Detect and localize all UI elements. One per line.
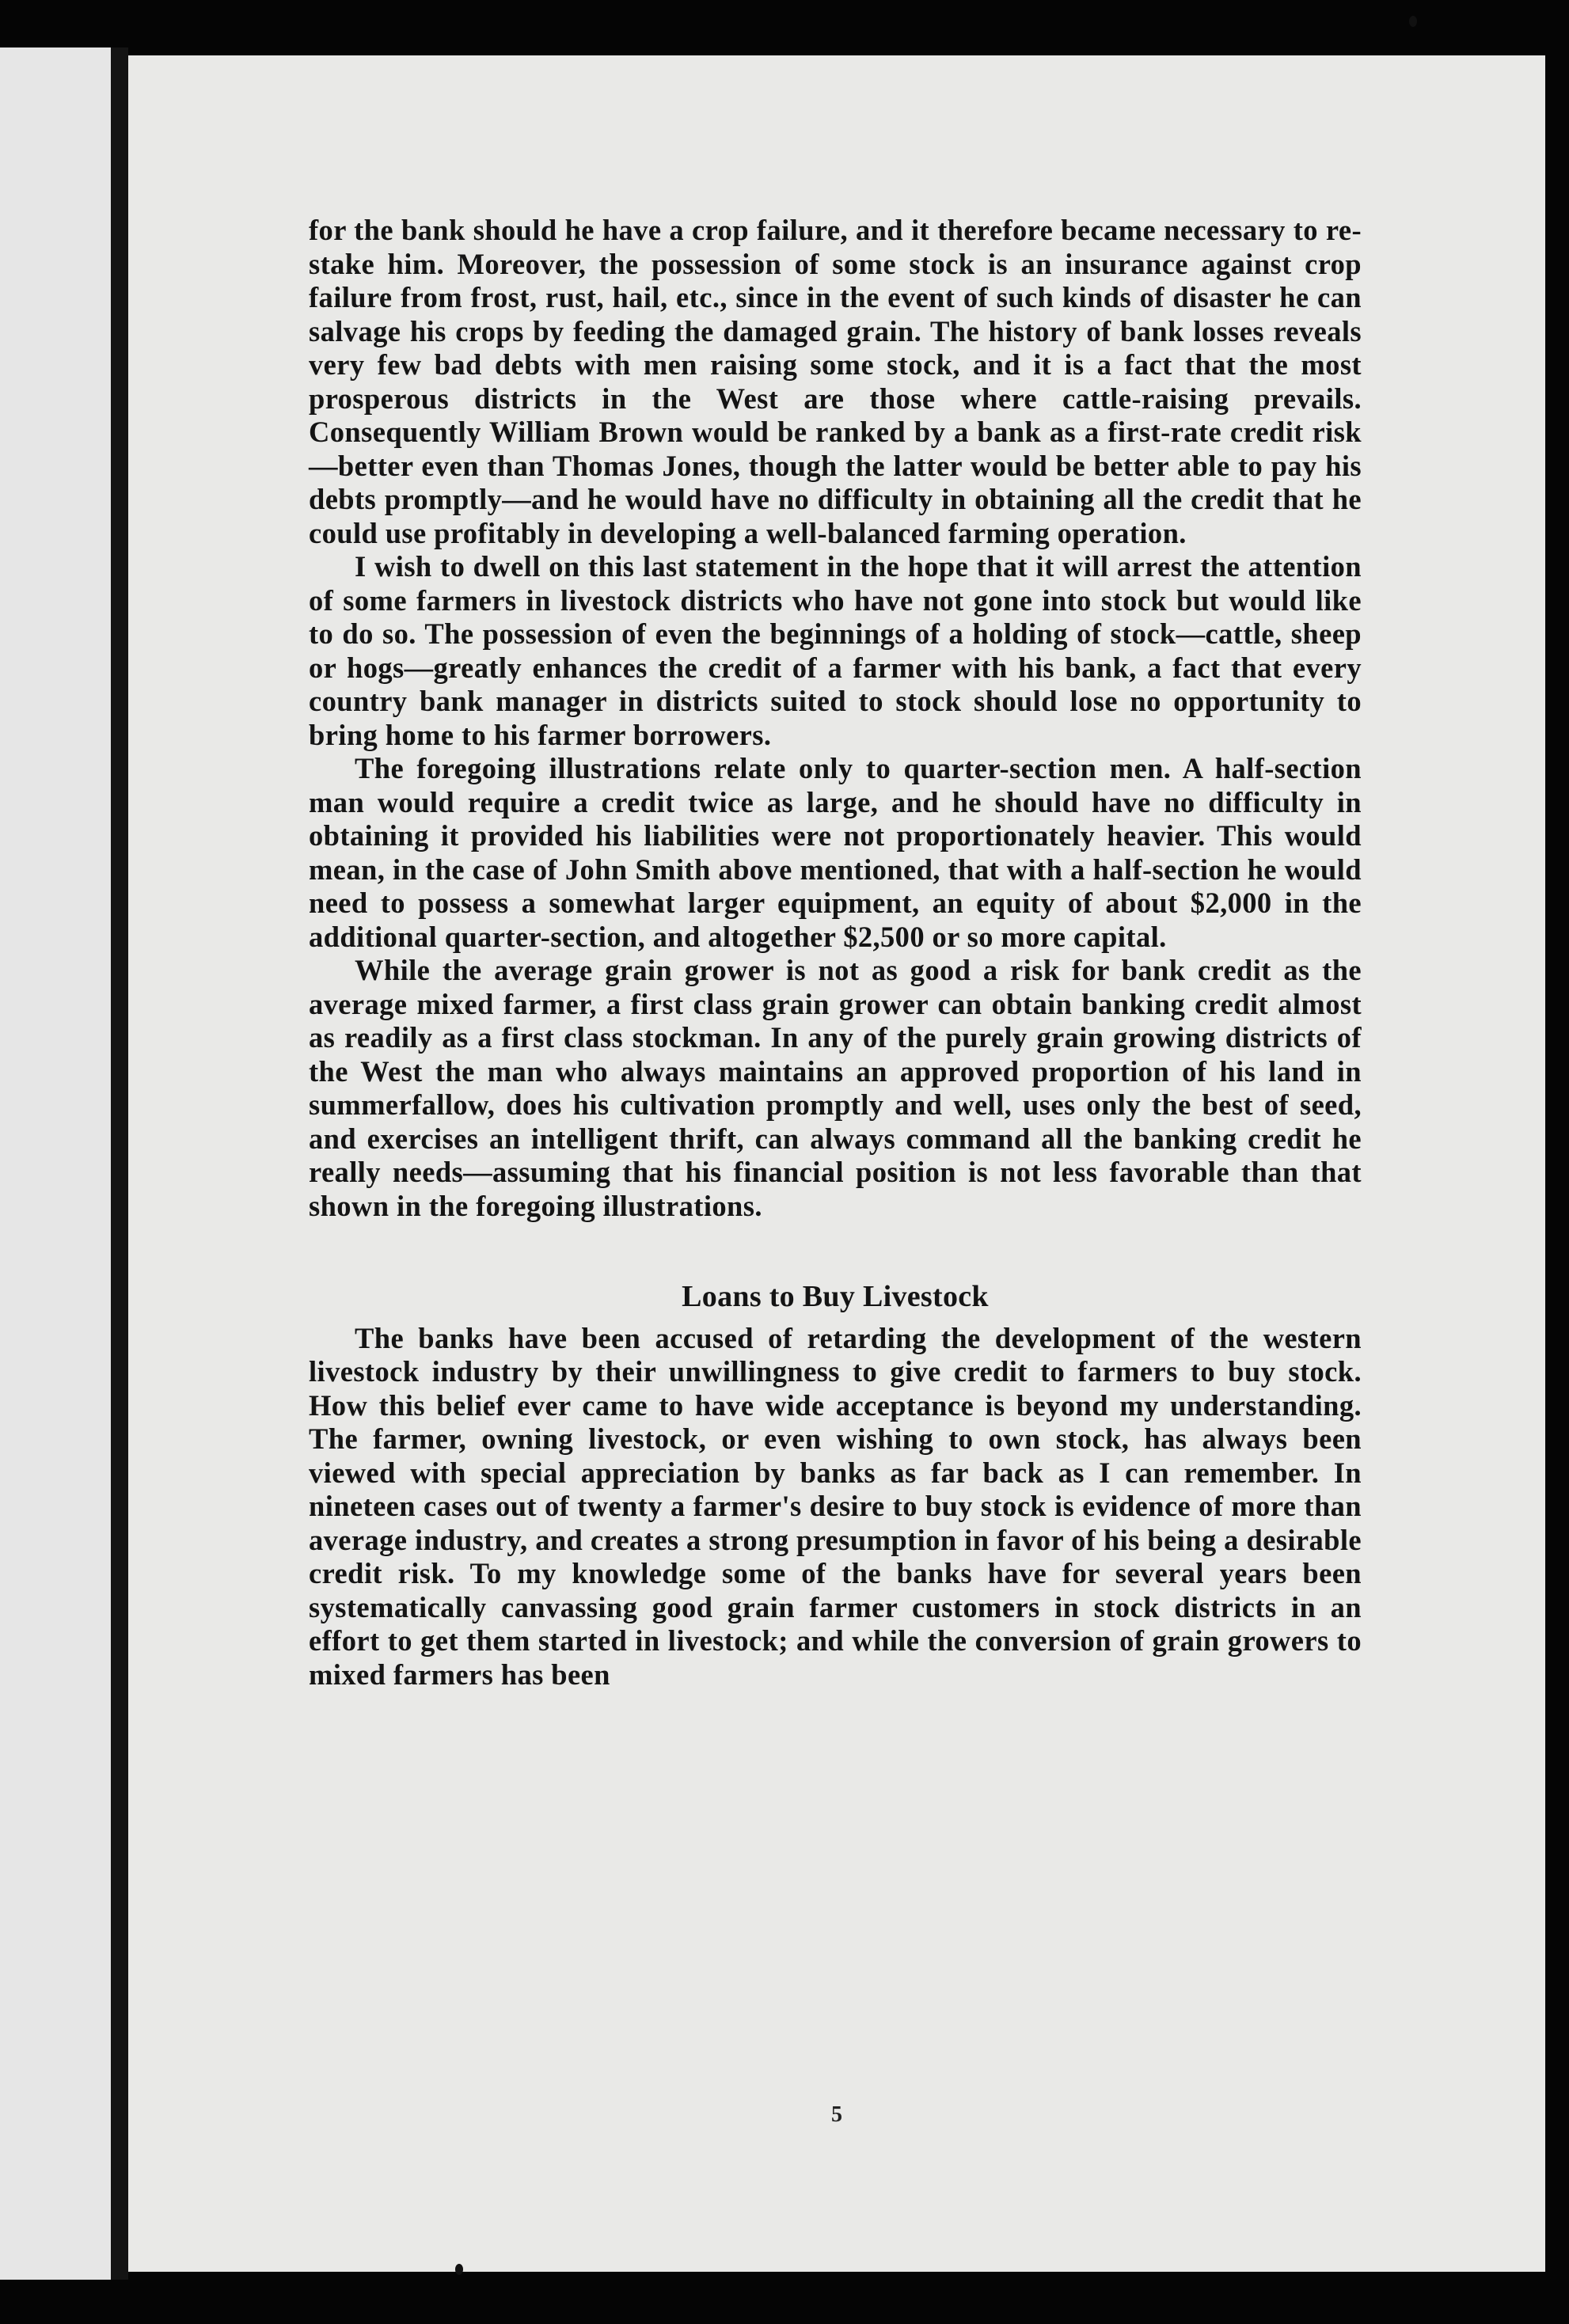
binding-fold xyxy=(111,47,128,2280)
section-heading: Loans to Buy Livestock xyxy=(682,1280,989,1313)
paragraph-5: The banks have been accused of retarding the development of the western livestock industry by their unwillingness to give credit to farmers to buy stock. How this belief ever came to have wide acceptance is beyond my understanding. The farmer, owning livestock, or even wishing to own stock, has always been viewed with special appreciation by banks as far back as I can remember. In nineteen cases out of twenty a farmer's desire to buy stock is evidence of more than average industry, and creates a strong presumption in favor of his being a desirable credit risk. To my knowledge some of the banks have for several years been systematically canvassing good grain farmer customers in stock districts in an effort to get them started in livestock; and while the conversion of grain growers to mixed farmers has been xyxy=(309,1321,1362,1691)
scan-speck xyxy=(455,2264,463,2275)
book-page xyxy=(128,55,1545,2272)
page-body xyxy=(309,214,1362,1692)
scan-speck xyxy=(1409,16,1417,27)
paragraph-2: I wish to dwell on this last statement in the hope that it will arrest the attention of some farmers in livestock districts who have not gone into stock but would like to do so. The possession of even the beginnings of a holding of stock—cattle, sheep or hogs—greatly enhances the credit of a farmer with his bank, a fact that every country bank manager in districts suited to stock should lose no opportunity to bring home to his farmer borrowers. xyxy=(309,550,1362,751)
paragraph-4: While the average grain grower is not as good a risk for bank credit as the average mixed farmer, a first class grain grower can obtain banking credit almost as readily as a first class stockman. In any of the purely grain growing districts of the West the man who always maintains an approved proportion of his land in summerfallow, does his cultivation promptly and well, uses only the best of seed, and exercises an intelligent thrift, can always command all the banking credit he really needs—assuming that his financial position is not less favorable than that shown in the foregoing illustrations. xyxy=(309,954,1362,1222)
paragraph-1: for the bank should he have a crop failure, and it therefore became necessary to re-stake him. Moreover, the possession of some stock is an insurance against crop failure from frost, rust, hail, etc., since in the event of such kinds of disaster he can salvage his crops by feeding the damaged grain. The history of bank losses reveals very few bad debts with men raising some stock, and it is a fact that the most prosperous districts in the West are those where cattle-raising prevails. Consequently William Brown would be ranked by a bank as a first-rate credit risk—better even than Thomas Jones, though the latter would be better able to pay his debts promptly—and he would have no difficulty in obtaining all the credit that he could use profitably in developing a well-balanced farming operation. xyxy=(309,214,1362,549)
paragraph-3: The foregoing illustrations relate only to quarter-section men. A half-section man would require a credit twice as large, and he should have no difficulty in obtaining it provided his liabilities were not proportionately heavier. This would mean, in the case of John Smith above mentioned, that with a half-section he would need to possess a somewhat larger equipment, an equity of about $2,000 in the additional quarter-section, and altogether $2,500 or so more capital. xyxy=(309,752,1362,953)
facing-page-edge xyxy=(0,47,111,2280)
page-number: 5 xyxy=(831,2102,842,2127)
